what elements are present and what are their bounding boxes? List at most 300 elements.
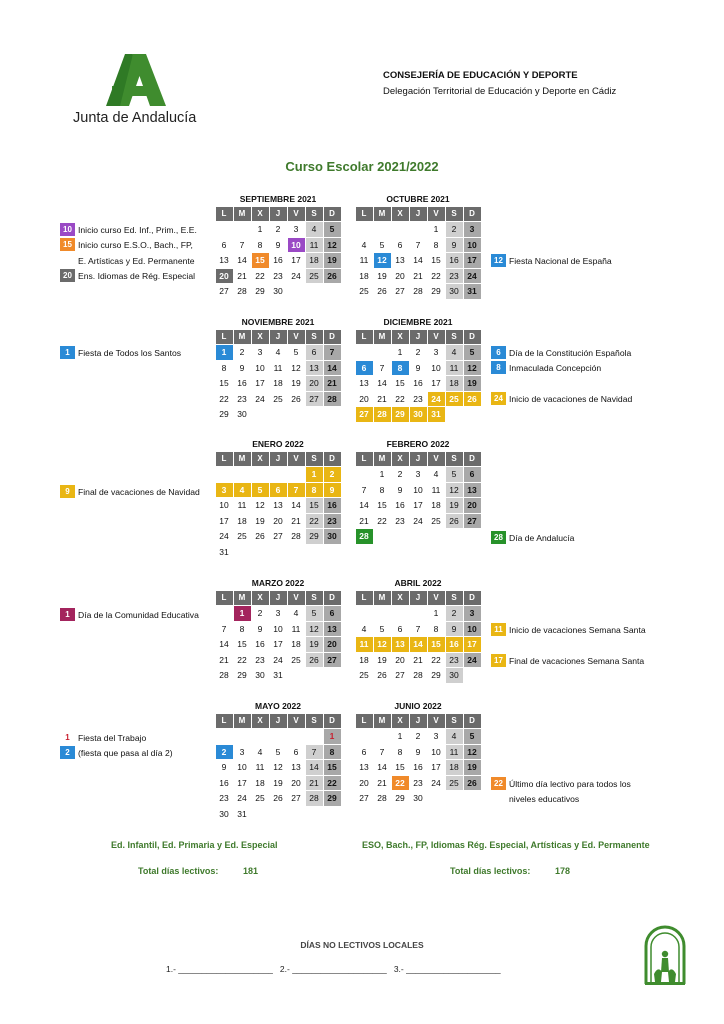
day-cell: 13	[392, 637, 409, 652]
day-cell: 16	[446, 253, 463, 268]
day-cell: 12	[291, 362, 301, 373]
day-cell: 2	[415, 347, 421, 357]
empty-cell	[216, 467, 233, 482]
day-cell: 11	[273, 362, 283, 373]
legend-label: Inmaculada Concepción	[509, 362, 602, 373]
day-cell: 24	[219, 531, 229, 541]
day-cell: 4	[361, 239, 367, 250]
legend-swatch	[60, 254, 75, 267]
day-cell: 14	[237, 255, 247, 265]
day-cell: 4	[433, 469, 439, 479]
day-cell: 27	[219, 286, 229, 296]
month-grid	[215, 451, 341, 560]
day-cell: 9	[324, 483, 341, 498]
day-cell: 2	[216, 745, 233, 760]
day-cell: 13	[464, 483, 481, 498]
day-cell: 1	[397, 731, 403, 741]
day-cell: 8	[306, 483, 323, 498]
weekday-header: S	[306, 452, 323, 467]
day-cell: 4	[257, 746, 263, 757]
day-cell: 14	[219, 639, 229, 649]
day-cell: 28	[219, 670, 229, 680]
legend-item	[491, 531, 574, 544]
day-cell: 23	[273, 270, 283, 281]
legend-label: Inicio de vacaciones de Navidad	[509, 393, 633, 404]
day-cell: 17	[237, 777, 247, 788]
day-cell: 15	[395, 762, 405, 772]
day-cell: 19	[273, 777, 283, 788]
day-cell: 2	[415, 731, 421, 741]
footer-right-total-label: Total días lectivos:	[450, 866, 531, 876]
day-cell: 8	[433, 239, 439, 250]
day-cell: 29	[219, 409, 229, 419]
day-cell: 3	[433, 731, 439, 741]
day-cell: 28	[413, 670, 423, 680]
day-cell: 30	[237, 409, 247, 419]
day-cell: 19	[464, 376, 481, 391]
day-cell: 5	[324, 222, 341, 237]
weekday-header: S	[446, 452, 463, 467]
weekday-header: L	[216, 330, 233, 345]
legend-label: Ens. Idiomas de Rég. Especial	[78, 270, 196, 281]
day-cell: 8	[397, 746, 403, 757]
day-cell: 8	[392, 361, 409, 376]
day-cell: 28	[413, 286, 423, 296]
month-calendar	[355, 316, 481, 422]
day-cell: 10	[431, 362, 441, 373]
day-cell: 5	[464, 729, 481, 744]
day-cell: 6	[324, 606, 341, 621]
footer-left-title: Ed. Infantil, Ed. Primaria y Ed. Especial	[111, 840, 278, 850]
weekday-header: V	[428, 452, 445, 467]
weekday-header: M	[374, 207, 391, 222]
day-cell: 7	[415, 623, 421, 634]
day-cell: 29	[324, 791, 341, 806]
logo-text: Junta de Andalucía	[73, 110, 197, 126]
weekday-header: M	[374, 714, 391, 729]
day-cell: 21	[237, 270, 247, 281]
day-cell: 14	[377, 762, 387, 772]
day-cell: 30	[446, 284, 463, 299]
day-cell: 12	[273, 762, 283, 772]
day-cell: 12	[446, 483, 463, 498]
empty-cell	[306, 729, 323, 744]
weekday-header: D	[324, 452, 341, 467]
day-cell: 3	[415, 469, 421, 479]
day-cell: 27	[464, 514, 481, 529]
day-cell: 7	[221, 623, 227, 634]
day-cell: 11	[237, 500, 247, 510]
day-cell: 30	[413, 793, 423, 803]
day-cell: 4	[361, 623, 367, 634]
day-cell: 19	[377, 270, 387, 281]
day-cell: 22	[255, 270, 265, 281]
weekday-header: V	[288, 207, 305, 222]
day-cell: 31	[273, 670, 283, 680]
day-cell: 2	[239, 347, 245, 357]
month-title: OCTUBRE 2021	[386, 194, 450, 204]
day-cell: 30	[410, 407, 427, 422]
day-cell: 9	[446, 622, 463, 637]
weekday-header: S	[306, 207, 323, 222]
day-cell: 20	[359, 777, 369, 788]
local-days-title: DÍAS NO LECTIVOS LOCALES	[300, 940, 424, 950]
day-cell: 19	[255, 515, 265, 526]
month-title: ENERO 2022	[252, 439, 304, 449]
weekday-header: M	[234, 714, 251, 729]
month-calendar	[215, 577, 341, 683]
day-cell: 16	[413, 762, 423, 772]
empty-cell	[288, 729, 305, 744]
legend-label: Inicio curso Ed. Inf., Prim., E.E.	[78, 224, 197, 235]
day-cell: 14	[359, 500, 369, 510]
day-cell: 17	[273, 639, 283, 649]
day-cell: 25	[255, 793, 265, 803]
empty-cell	[234, 467, 251, 482]
day-cell: 4	[293, 608, 299, 618]
day-cell: 10	[431, 746, 441, 757]
weekday-header: X	[252, 452, 269, 467]
local-days-lines: 1.- ____________________ 2.- ____________________ 3.- ____________________	[166, 964, 501, 974]
day-cell: 13	[273, 500, 283, 510]
weekday-header: D	[324, 591, 341, 606]
day-cell: 22	[219, 393, 229, 404]
day-cell: 23	[395, 515, 405, 526]
day-cell: 26	[446, 514, 463, 529]
legend-item	[60, 269, 195, 282]
day-cell: 11	[359, 255, 369, 265]
day-cell: 27	[395, 286, 405, 296]
weekday-header: M	[234, 207, 251, 222]
weekday-header: J	[270, 714, 287, 729]
day-cell: 22	[377, 515, 387, 526]
header-delegation: Delegación Territorial de Educación y Deporte en Cádiz	[383, 86, 617, 97]
day-cell: 14	[410, 637, 427, 652]
day-cell: 17	[291, 255, 301, 265]
day-cell: 15	[431, 255, 441, 265]
day-cell: 30	[255, 670, 265, 680]
month-calendar	[215, 438, 341, 560]
day-cell: 25	[446, 392, 463, 407]
day-cell: 28	[237, 286, 247, 296]
day-cell: 26	[464, 776, 481, 791]
day-cell: 25	[273, 393, 283, 404]
day-cell: 5	[379, 239, 385, 250]
day-cell: 20	[216, 269, 233, 284]
day-cell: 15	[377, 500, 387, 510]
legend-item	[60, 346, 181, 359]
day-cell: 26	[255, 531, 265, 541]
weekday-header: D	[464, 452, 481, 467]
day-cell: 5	[379, 623, 385, 634]
empty-cell	[356, 729, 373, 744]
legend-item	[491, 792, 579, 805]
day-cell: 2	[446, 222, 463, 237]
day-cell: 31	[219, 546, 229, 557]
month-grid	[355, 206, 481, 299]
day-cell: 10	[219, 500, 229, 510]
day-cell: 11	[446, 745, 463, 760]
legend-swatch: 1	[65, 733, 70, 742]
day-cell: 8	[324, 745, 341, 760]
day-cell: 16	[237, 378, 247, 388]
day-cell: 23	[446, 269, 463, 284]
month-title: MARZO 2022	[251, 578, 305, 588]
day-cell: 14	[324, 361, 341, 376]
month-calendar	[215, 700, 341, 822]
day-cell: 18	[306, 253, 323, 268]
day-cell: 13	[291, 762, 301, 772]
empty-cell	[392, 606, 409, 621]
day-cell: 24	[237, 793, 247, 803]
day-cell: 23	[413, 777, 423, 788]
day-cell: 4	[446, 729, 463, 744]
legend-swatch: 9	[60, 485, 75, 498]
weekday-header: X	[252, 714, 269, 729]
day-cell: 17	[464, 253, 481, 268]
day-cell: 21	[413, 270, 423, 281]
empty-cell	[356, 467, 373, 482]
day-cell: 14	[377, 378, 387, 388]
empty-cell	[392, 222, 409, 237]
month-title: SEPTIEMBRE 2021	[239, 194, 317, 204]
day-cell: 23	[324, 514, 341, 529]
day-cell: 23	[255, 654, 265, 665]
legend-swatch: 20	[60, 269, 75, 282]
weekday-header: X	[392, 452, 409, 467]
legend-label: Día de la Comunidad Educativa	[78, 609, 199, 620]
day-cell: 24	[413, 515, 423, 526]
day-cell: 1	[234, 606, 251, 621]
day-cell: 9	[275, 239, 281, 250]
weekday-header: V	[288, 591, 305, 606]
day-cell: 22	[324, 776, 341, 791]
day-cell: 20	[306, 376, 323, 391]
weekday-header: V	[288, 714, 305, 729]
legend-label: Fiesta del Trabajo	[78, 732, 147, 743]
day-cell: 14	[291, 500, 301, 510]
legend-label: Día de la Constitución Española	[509, 347, 632, 358]
day-cell: 22	[431, 654, 441, 665]
andalucia-emblem	[642, 924, 688, 986]
day-cell: 25	[291, 654, 301, 665]
legend-label: Fiesta Nacional de España	[509, 255, 612, 266]
day-cell: 3	[464, 606, 481, 621]
day-cell: 9	[221, 762, 227, 772]
day-cell: 30	[219, 808, 229, 819]
day-cell: 24	[273, 654, 283, 665]
weekday-header: J	[270, 591, 287, 606]
weekday-header: V	[428, 207, 445, 222]
month-grid	[355, 590, 481, 683]
weekday-header: J	[270, 330, 287, 345]
weekday-header: D	[324, 330, 341, 345]
weekday-header: L	[356, 714, 373, 729]
empty-cell	[374, 729, 391, 744]
day-cell: 24	[255, 393, 265, 404]
day-cell: 11	[291, 623, 301, 634]
weekday-header: L	[356, 591, 373, 606]
legend-label: (fiesta que pasa al día 2)	[78, 747, 173, 758]
day-cell: 21	[377, 393, 387, 404]
day-cell: 28	[291, 531, 301, 541]
day-cell: 26	[464, 392, 481, 407]
day-cell: 19	[291, 378, 301, 388]
day-cell: 6	[356, 361, 373, 376]
day-cell: 11	[431, 484, 441, 495]
legend-item	[60, 485, 200, 498]
day-cell: 3	[293, 224, 299, 234]
day-cell: 14	[413, 255, 423, 265]
day-cell: 27	[359, 793, 369, 803]
legend-swatch: 8	[491, 361, 506, 374]
day-cell: 21	[359, 515, 369, 526]
weekday-header: S	[306, 330, 323, 345]
legend-item	[491, 392, 632, 405]
day-cell: 3	[275, 608, 281, 618]
emblem-icon	[642, 924, 688, 986]
day-cell: 10	[273, 623, 283, 634]
month-calendar	[355, 577, 481, 683]
day-cell: 5	[275, 746, 281, 757]
day-cell: 11	[356, 637, 373, 652]
day-cell: 15	[395, 378, 405, 388]
day-cell: 24	[291, 270, 301, 281]
legend-label: Día de Andalucía	[509, 532, 575, 543]
legend-swatch: 22	[491, 777, 506, 790]
day-cell: 27	[291, 793, 301, 803]
day-cell: 8	[221, 362, 227, 373]
day-cell: 3	[433, 347, 439, 357]
legend-label: Inicio curso E.S.O., Bach., FP,	[78, 239, 193, 250]
weekday-header: J	[410, 591, 427, 606]
day-cell: 18	[446, 376, 463, 391]
weekday-header: S	[446, 714, 463, 729]
day-cell: 5	[293, 347, 299, 357]
legend-label: Final de vacaciones Semana Santa	[509, 655, 645, 666]
day-cell: 3	[257, 347, 263, 357]
day-cell: 10	[255, 362, 265, 373]
weekday-header: X	[252, 591, 269, 606]
day-cell: 10	[464, 622, 481, 637]
day-cell: 24	[464, 269, 481, 284]
legend-item	[60, 608, 199, 621]
day-cell: 3	[216, 483, 233, 498]
day-cell: 15	[324, 760, 341, 775]
legend-item	[491, 623, 646, 636]
month-calendar	[355, 193, 481, 299]
empty-cell	[356, 606, 373, 621]
day-cell: 1	[324, 729, 341, 744]
day-cell: 7	[415, 239, 421, 250]
day-cell: 15	[252, 253, 269, 268]
day-cell: 9	[239, 362, 245, 373]
day-cell: 23	[446, 653, 463, 668]
day-cell: 28	[324, 392, 341, 407]
day-cell: 6	[464, 467, 481, 482]
day-cell: 21	[219, 654, 229, 665]
junta-logo-mark	[98, 52, 168, 108]
weekday-header: J	[410, 714, 427, 729]
day-cell: 6	[221, 239, 227, 250]
empty-cell	[252, 467, 269, 482]
day-cell: 2	[257, 608, 263, 618]
day-cell: 6	[293, 746, 299, 757]
day-cell: 20	[324, 637, 341, 652]
day-cell: 18	[237, 515, 247, 526]
legend-label: Inicio de vacaciones Semana Santa	[509, 624, 646, 635]
legend-item	[60, 731, 146, 744]
day-cell: 4	[275, 347, 281, 357]
legend-swatch: 10	[60, 223, 75, 236]
weekday-header: S	[446, 591, 463, 606]
day-cell: 20	[291, 777, 301, 788]
page-title: Curso Escolar 2021/2022	[285, 159, 439, 174]
empty-cell	[270, 729, 287, 744]
day-cell: 22	[395, 393, 405, 404]
day-cell: 12	[374, 637, 391, 652]
day-cell: 16	[324, 498, 341, 513]
legend-item	[60, 223, 197, 236]
weekday-header: L	[216, 714, 233, 729]
day-cell: 2	[446, 606, 463, 621]
legend-swatch	[491, 792, 506, 805]
day-cell: 17	[431, 762, 441, 772]
weekday-header: D	[464, 330, 481, 345]
month-grid	[355, 713, 481, 806]
weekday-header: D	[324, 714, 341, 729]
day-cell: 8	[239, 623, 245, 634]
weekday-header: X	[392, 714, 409, 729]
empty-cell	[216, 222, 233, 237]
weekday-header: S	[306, 714, 323, 729]
day-cell: 28	[374, 407, 391, 422]
weekday-header: D	[464, 714, 481, 729]
day-cell: 11	[446, 361, 463, 376]
day-cell: 26	[377, 670, 387, 680]
day-cell: 8	[379, 484, 385, 495]
legend-item	[491, 361, 601, 374]
day-cell: 19	[464, 760, 481, 775]
day-cell: 18	[359, 654, 369, 665]
day-cell: 13	[359, 762, 369, 772]
legend-label: Último día lectivo para todos los	[509, 778, 631, 789]
day-cell: 9	[415, 362, 421, 373]
day-cell: 24	[428, 392, 445, 407]
day-cell: 12	[464, 745, 481, 760]
day-cell: 23	[237, 393, 247, 404]
day-cell: 25	[359, 670, 369, 680]
legend-item	[491, 654, 644, 667]
day-cell: 22	[392, 776, 409, 791]
day-cell: 23	[413, 393, 423, 404]
month-calendar	[355, 700, 481, 806]
legend-item	[60, 746, 173, 759]
legend-item	[491, 254, 612, 267]
day-cell: 15	[237, 639, 247, 649]
day-cell: 22	[431, 270, 441, 281]
day-cell: 6	[361, 746, 367, 757]
month-calendar	[215, 316, 341, 422]
legend-label: E. Artísticas y Ed. Permanente	[78, 255, 195, 266]
day-cell: 9	[446, 238, 463, 253]
day-cell: 29	[431, 670, 441, 680]
day-cell: 20	[273, 515, 283, 526]
weekday-header: J	[410, 207, 427, 222]
day-cell: 17	[413, 500, 423, 510]
day-cell: 17	[219, 515, 229, 526]
empty-cell	[410, 606, 427, 621]
